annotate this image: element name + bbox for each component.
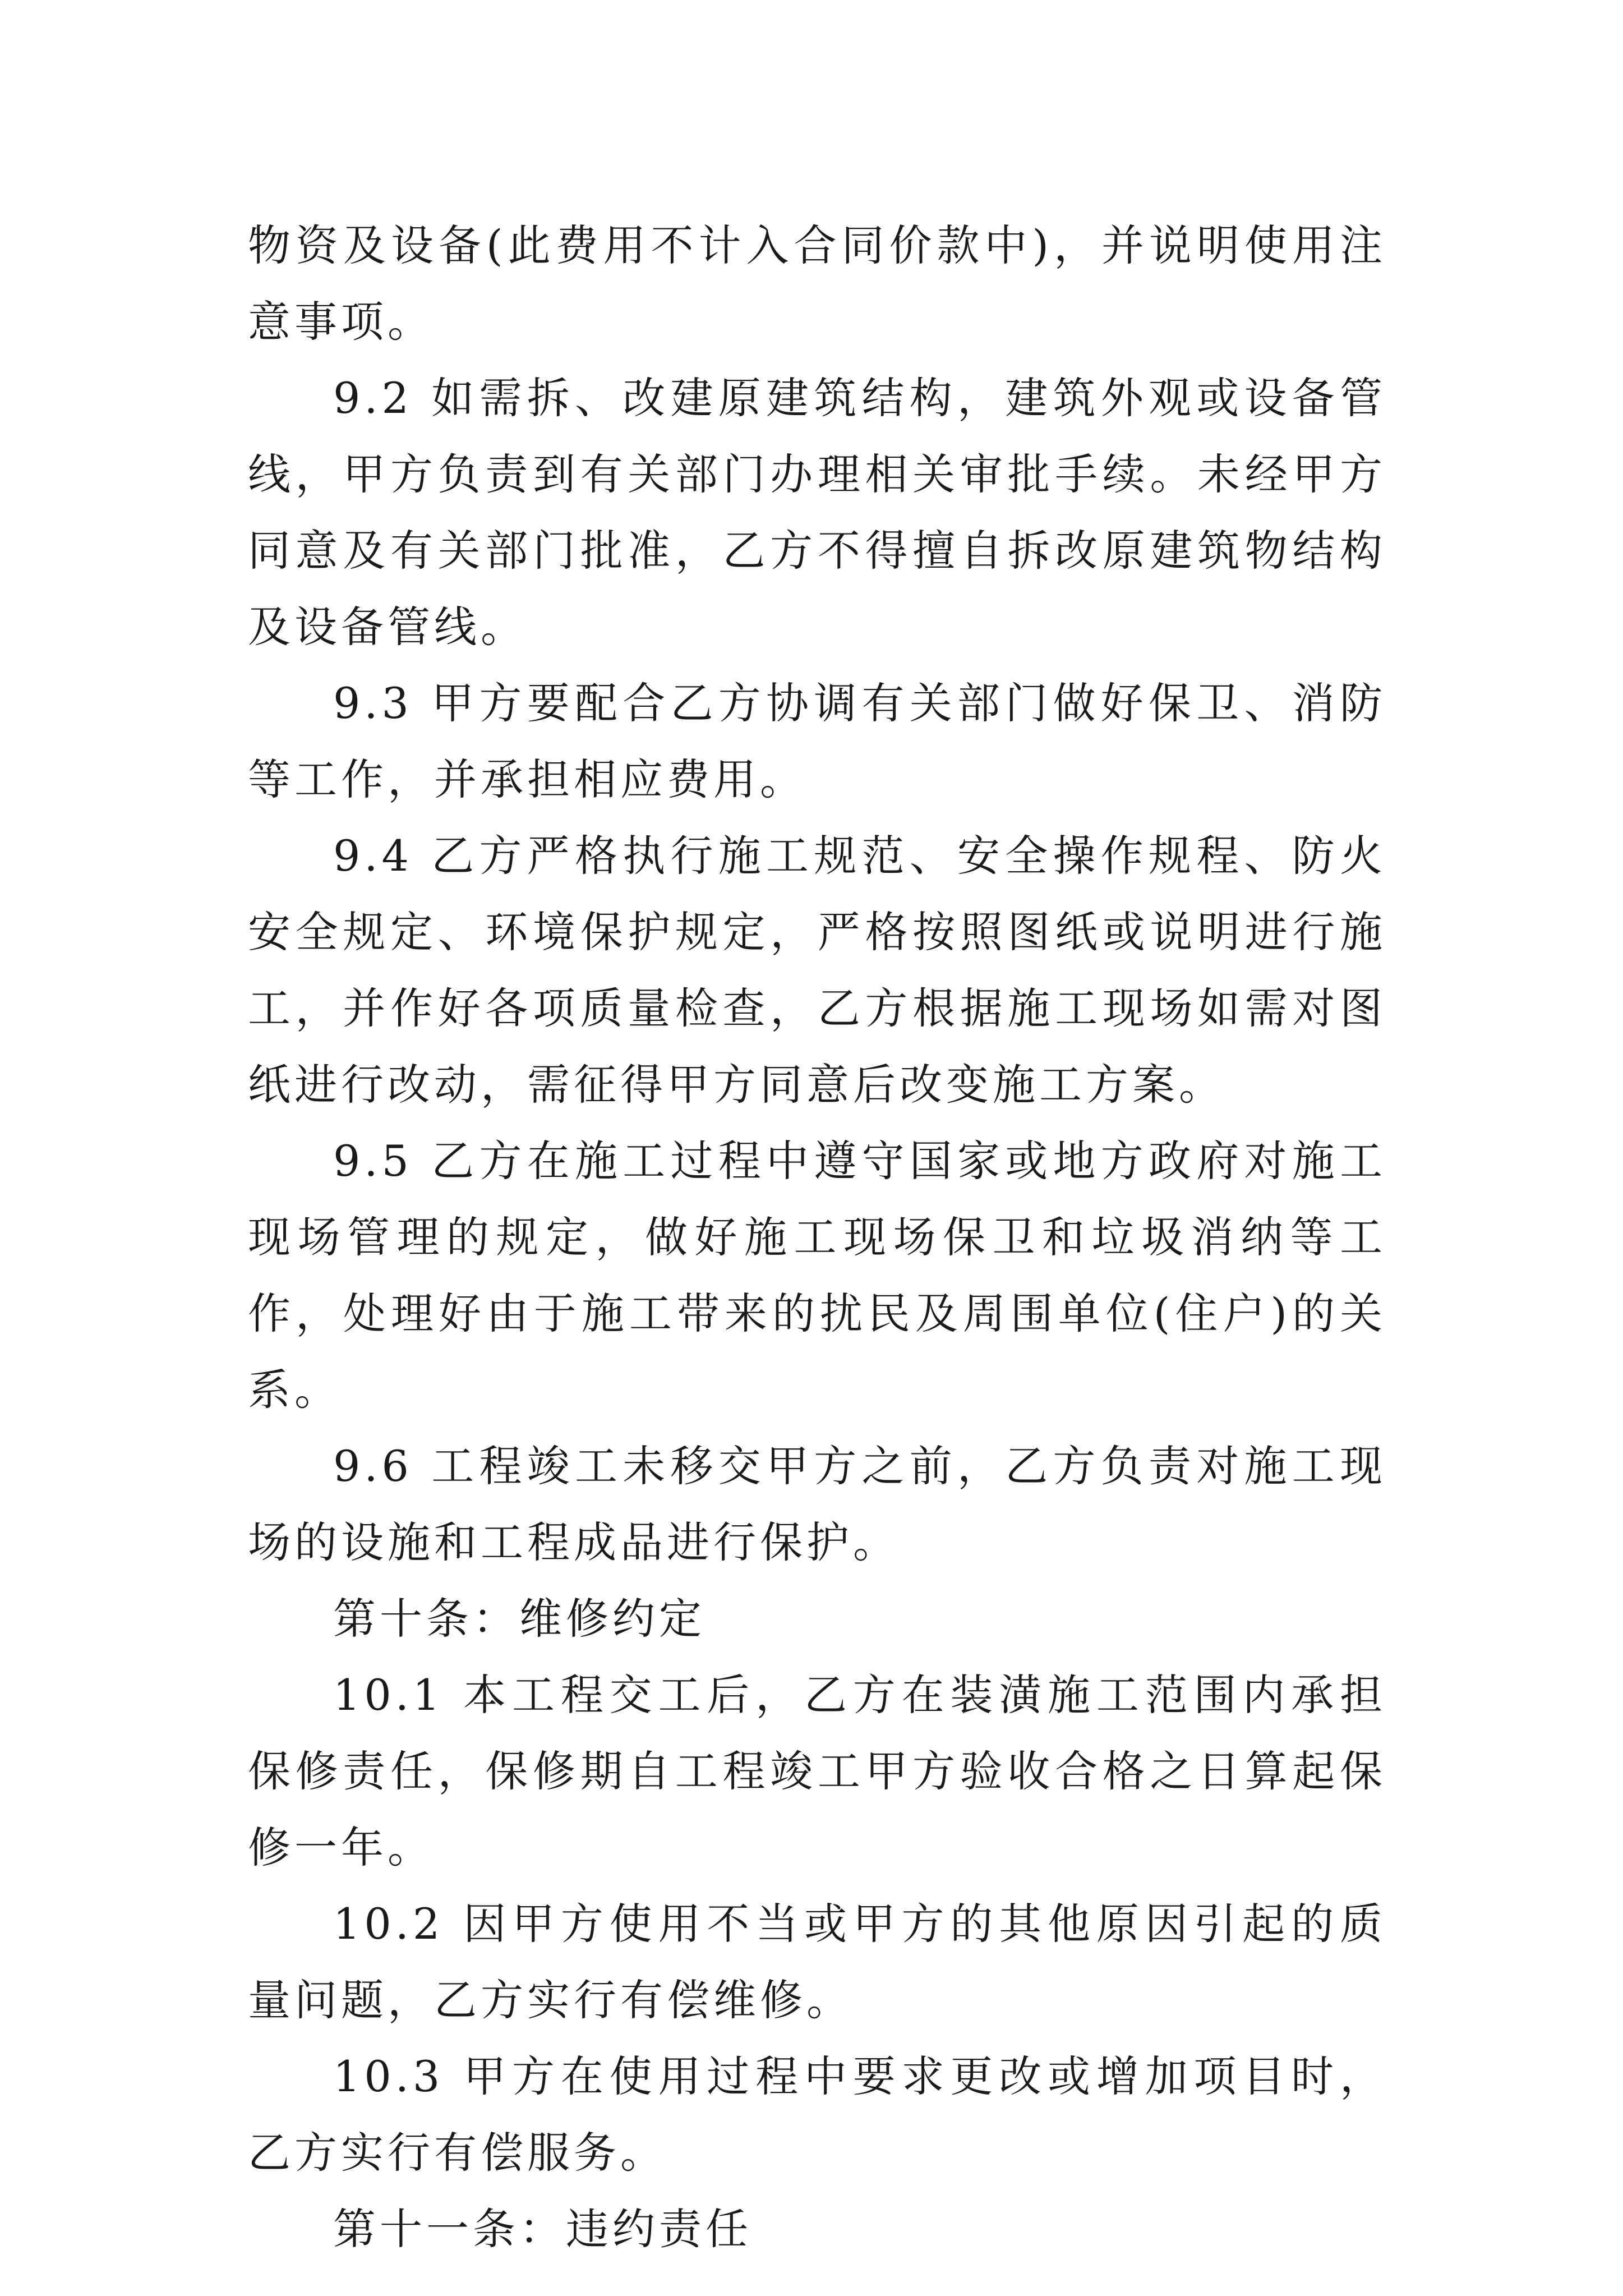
document-body — [248, 208, 1386, 2267]
clause-9-4: 9.4 乙方严格执行施工规范、安全操作规程、防火安全规定、环境保护规定，严格按照图纸或说明进行施工，并作好各项质量检查，乙方根据施工现场如需对图纸进行改动，需征得甲方同意后改变施工方案。 — [248, 831, 1386, 1110]
clause-9-2: 9.2 如需拆、改建原建筑结构，建筑外观或设备管线，甲方负责到有关部门办理相关审批手续。未经甲方同意及有关部门批准，乙方不得擅自拆改原建筑物结构及设备管线。 — [248, 373, 1386, 652]
clause-9-5: 9.5 乙方在施工过程中遵守国家或地方政府对施工现场管理的规定，做好施工现场保卫和垃圾消纳等工作，处理好由于施工带来的扰民及周围单位(住户)的关系。 — [248, 1136, 1386, 1415]
paragraph-continuation: 物资及设备(此费用不计入合同价款中)，并说明使用注意事项。 — [248, 220, 1386, 347]
clause-9-3: 9.3 甲方要配合乙方协调有关部门做好保卫、消防等工作，并承担相应费用。 — [248, 678, 1386, 804]
article-11-heading: 第十一条：违约责任 — [333, 2204, 752, 2254]
clause-10-2: 10.2 因甲方使用不当或甲方的其他原因引起的质量问题，乙方实行有偿维修。 — [248, 1899, 1386, 2025]
clause-10-1: 10.1 本工程交工后，乙方在装潢施工范围内承担保修责任，保修期自工程竣工甲方验收合格之日算起保修一年。 — [248, 1670, 1386, 1872]
article-10-heading: 第十条：维修约定 — [333, 1594, 706, 1644]
clause-9-6: 9.6 工程竣工未移交甲方之前，乙方负责对施工现场的设施和工程成品进行保护。 — [248, 1441, 1386, 1567]
clause-10-3: 10.3 甲方在使用过程中要求更改或增加项目时，乙方实行有偿服务。 — [248, 2051, 1386, 2178]
